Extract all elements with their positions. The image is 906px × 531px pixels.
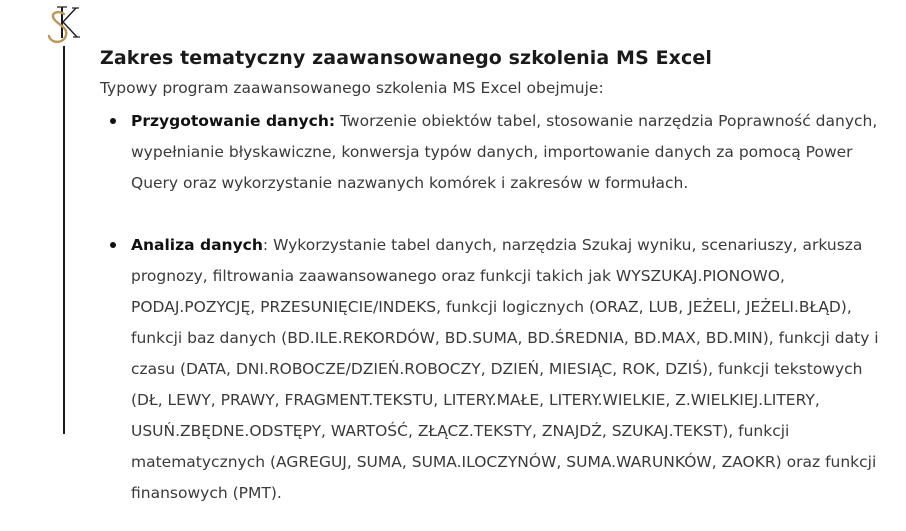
section-heading: Zakres tematyczny zaawansowanego szkolenia MS Excel bbox=[100, 47, 712, 69]
article-content bbox=[100, 44, 890, 509]
bullet-icon bbox=[110, 242, 116, 248]
item-term: Analiza danych bbox=[131, 236, 263, 254]
item-term: Przygotowanie danych: bbox=[131, 112, 336, 130]
decorative-vertical-line bbox=[63, 46, 65, 434]
sk-monogram-icon bbox=[42, 4, 84, 48]
list-item bbox=[100, 106, 890, 199]
sk-logo bbox=[42, 4, 84, 48]
topic-list bbox=[100, 106, 890, 509]
item-text: : Wykorzystanie tabel danych, narzędzia Szukaj wyniku, scenariuszy, arkusza prognozy, filtrowania zaawansowanego oraz funkcji takich jak WYSZUKAJ.PIONOWO, PODAJ.POZYCJĘ, PRZESUNIĘCIE/INDEKS, funkcji logicznych (ORAZ, LUB, JEŻELI, JEŻELI.BŁĄD), funkcji baz danych (BD.ILE.REKORDÓW, BD.SUMA, BD.ŚREDNIA, BD.MAX, BD.MIN), funkcji daty i czasu (DATA, DNI.ROBOCZE/DZIEŃ.ROBOCZY, DZIEŃ, MIESIĄC, ROK, DZIŚ), funkcji tekstowych (DŁ, LEWY, PRAWY, FRAGMENT.TEKSTU, LITERY.MAŁE, LITERY.WIELKIE, Z.WIELKIEJ.LITERY, USUŃ.ZBĘDNE.ODSTĘPY, WARTOŚĆ, ZŁĄCZ.TEKSTY, ZNAJDŹ, SZUKAJ.TEKST), funkcji matematycznych (AGREGUJ, SUMA, SUMA.ILOCZYNÓW, SUMA.WARUNKÓW, ZAOKR) oraz funkcji finansowych (PMT). bbox=[131, 236, 879, 502]
item-text: Tworzenie obiektów tabel, stosowanie narzędzia Poprawność danych, wypełnianie błyskawiczne, konwersja typów danych, importowanie danych za pomocą Power Query oraz wykorzystanie nazwanych komórek i zakresów w formułach. bbox=[131, 112, 878, 192]
intro-paragraph: Typowy program zaawansowanego szkolenia MS Excel obejmuje: bbox=[100, 79, 604, 97]
list-item bbox=[100, 230, 890, 509]
bullet-icon bbox=[110, 118, 116, 124]
